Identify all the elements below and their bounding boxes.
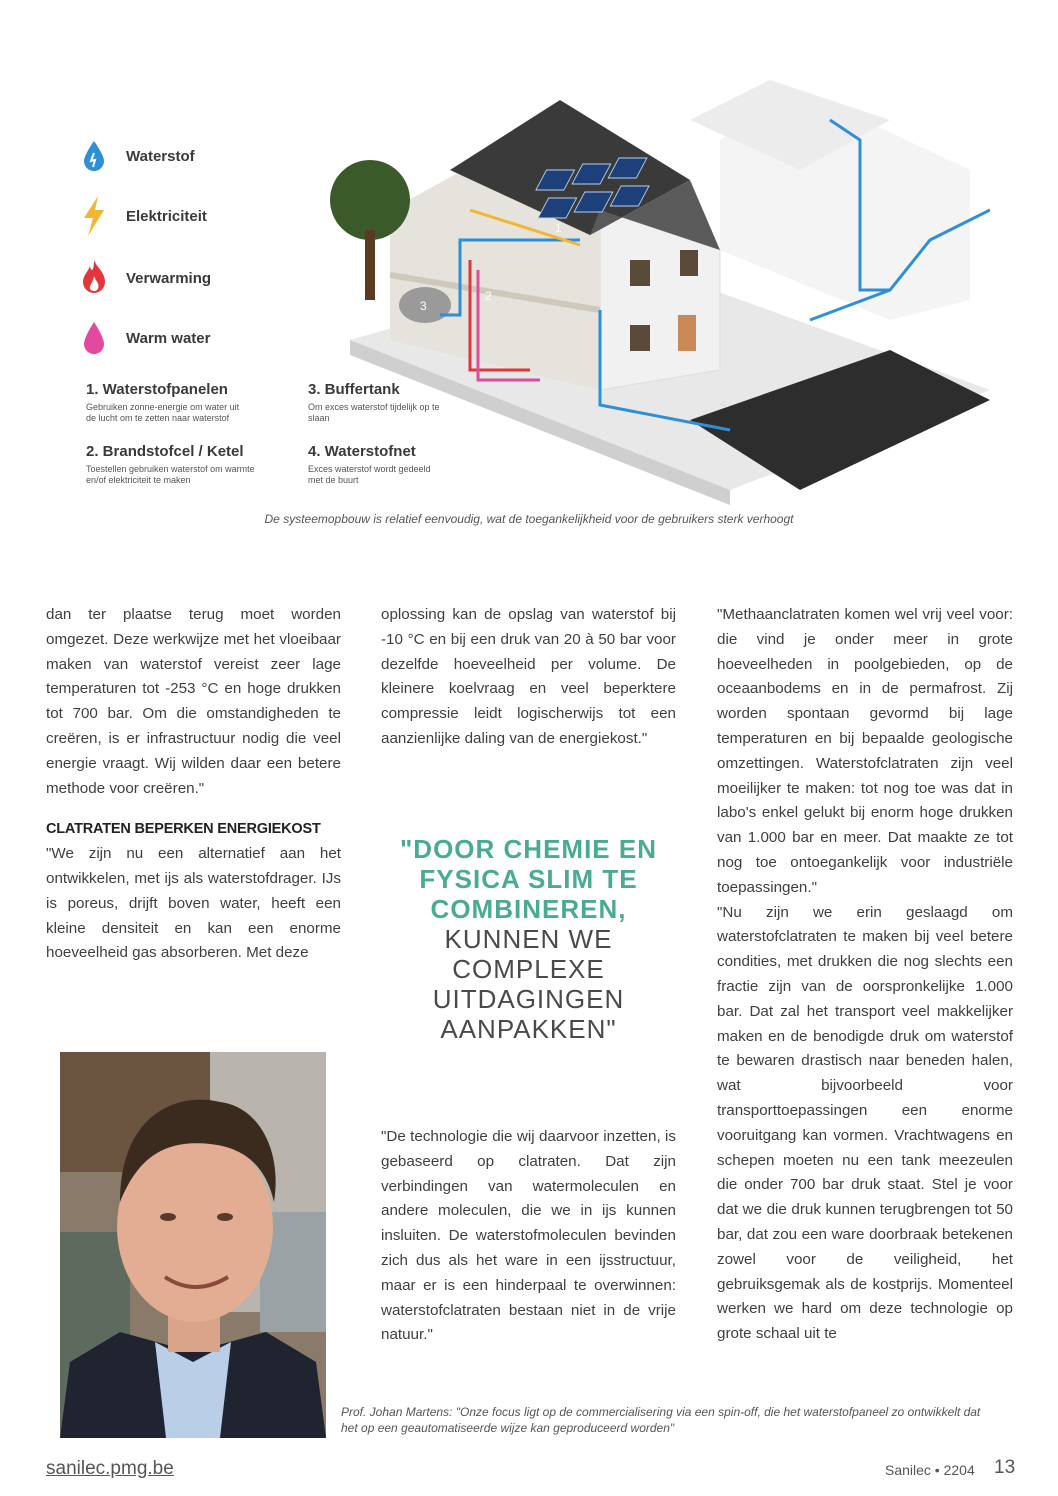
paragraph: "We zijn nu een alternatief aan het ontwikkelen, met ijs als waterstofdrager. IJs is poreus, drijft boven water, heeft een kleine densiteit en kan een enorme hoeveelheid gas absorberen. Met deze bbox=[46, 845, 341, 962]
component-desc: Exces waterstof wordt gedeeld met de buurt bbox=[308, 464, 431, 485]
component-hydrogen-panels bbox=[86, 381, 296, 424]
component-title: 3. Buffertank bbox=[308, 381, 400, 398]
portrait-photo bbox=[60, 1052, 326, 1438]
paragraph: oplossing kan de opslag van waterstof bij -10 °C en bij een druk van 20 à 50 bar voor dezelfde hoeveelheid per volume. De kleinere koelvraag en veel beperktere compressie leidt logischerwijs tot een aanzienlijke daling van de energiekost." bbox=[381, 606, 676, 747]
component-title: 2. Brandstofcel / Ketel bbox=[86, 443, 244, 460]
magazine-issue: Sanilec • 2204 bbox=[885, 1462, 975, 1478]
page-number: 13 bbox=[994, 1457, 1016, 1478]
article-column-2-top bbox=[381, 603, 676, 752]
marker-1: 1 bbox=[555, 221, 562, 235]
lightning-icon bbox=[80, 198, 108, 234]
legend-label: Elektriciteit bbox=[126, 207, 207, 225]
legend-item-hydrogen bbox=[80, 138, 195, 174]
pull-quote-rest: KUNNEN WE COMPLEXE UITDAGINGEN AANPAKKEN" bbox=[432, 924, 625, 1044]
marker-2: 2 bbox=[485, 289, 492, 303]
legend-item-hot-water bbox=[80, 320, 210, 356]
photo-caption: Prof. Johan Martens: "Onze focus ligt op de commercialisering via een spin-off, die het waterstofpaneel zo ontwikkelt dat het op een geautomatiseerde wijze kan geproduceerd worden" bbox=[341, 1405, 981, 1435]
pull-quote bbox=[381, 834, 676, 1044]
legend-label: Waterstof bbox=[126, 147, 195, 165]
component-title: 1. Waterstofpanelen bbox=[86, 381, 228, 398]
article-column-2-bottom bbox=[381, 1125, 676, 1348]
droplet-icon bbox=[80, 320, 108, 356]
component-title: 4. Waterstofnet bbox=[308, 443, 416, 460]
pull-quote-accent: "DOOR CHEMIE EN FYSICA SLIM TE COMBINEREN, bbox=[399, 834, 657, 924]
component-desc: Toestellen gebruiken waterstof om warmte en/of elektriciteit te maken bbox=[86, 464, 255, 485]
site-url-link[interactable]: sanilec.pmg.be bbox=[46, 1458, 174, 1479]
legend-item-heating bbox=[80, 260, 211, 296]
figure-caption: De systeemopbouw is relatief eenvoudig, wat de toegankelijkheid voor de gebruikers sterk verhoogt bbox=[264, 512, 794, 526]
paragraph: dan ter plaatse terug moet worden omgezet. Deze werkwijze met het vloeibaar maken van waterstof vereist zeer lage temperaturen tot -253 °C en hoge drukken tot 700 bar. Om die omstandigheden te creëren, is er infrastructuur nodig die veel energie vraagt. Wij wilden daar een betere methode voor creëren." bbox=[46, 606, 341, 797]
droplet-icon bbox=[80, 138, 108, 174]
article-column-3 bbox=[717, 603, 1013, 1347]
system-infographic bbox=[40, 40, 1020, 510]
article-column-1 bbox=[46, 603, 341, 966]
paragraph: "Methaanclatraten komen wel vrij veel voor: die vind je onder meer in grote hoeveelheden in poolgebieden, op de oceaanbodems en in de permafrost. Zij worden spontaan gevormd bij lage temperaturen en bij bepaalde geologische omzettingen. Waterstofclatraten zijn veel moeilijker te maken: tot nog toe was dat in labo's enkel gelukt bij enorm hoge drukken van 1.000 bar en meer. Dat maakte ze tot nog toe ontoegankelijk voor industriële toepassingen." bbox=[717, 606, 1013, 896]
subheading: CLATRATEN BEPERKEN ENERGIEKOST bbox=[46, 821, 321, 838]
marker-4: 4 bbox=[720, 397, 727, 411]
component-buffer-tank bbox=[308, 381, 518, 424]
marker-3: 3 bbox=[420, 299, 427, 313]
component-desc: Om exces waterstof tijdelijk op te slaan bbox=[308, 402, 440, 423]
paragraph: "De technologie die wij daarvoor inzetten, is gebaseerd op clatraten. Dat zijn verbindingen van watermoleculen en andere moleculen, die we in ijs kunnen insluiten. De waterstofmoleculen bevinden zich dus als het ware in een ijsstructuur, maar er is een hinderpaal te overwinnen: waterstofclatraten bestaan niet in de vrije natuur." bbox=[381, 1128, 676, 1344]
paragraph: "Nu zijn we erin geslaagd om waterstofclatraten te maken bij veel betere condities, met drukken die nog slechts een fractie zijn van de oorspronkelijke 1.000 bar. Dat zal het transport veel makkelijker maken en de benodigde druk om waterstof te bewaren drastisch naar beneden halen, wat bijvoorbeeld voor transporttoepassingen een enorme vooruitgang kan vormen. Vrachtwagens en schepen moeten nu een tank meezeulen die onder 700 bar druk staat. Stel je voor dat we die druk kunnen terugbrengen tot 50 bar, dat zou een ware doorbraak betekenen zowel voor de veiligheid, het gebruiksgemak als de kostprijs. Momenteel werken we hard om deze technologie op grote schaal uit te bbox=[717, 903, 1013, 1343]
flame-icon bbox=[80, 260, 108, 296]
legend-item-electricity bbox=[80, 198, 207, 234]
legend-label: Warm water bbox=[126, 329, 211, 347]
component-fuel-cell bbox=[86, 443, 296, 486]
component-hydrogen-grid bbox=[308, 443, 518, 486]
legend-label: Verwarming bbox=[126, 269, 212, 287]
component-desc: Gebruiken zonne-energie om water uit de lucht om te zetten naar waterstof bbox=[86, 402, 240, 423]
